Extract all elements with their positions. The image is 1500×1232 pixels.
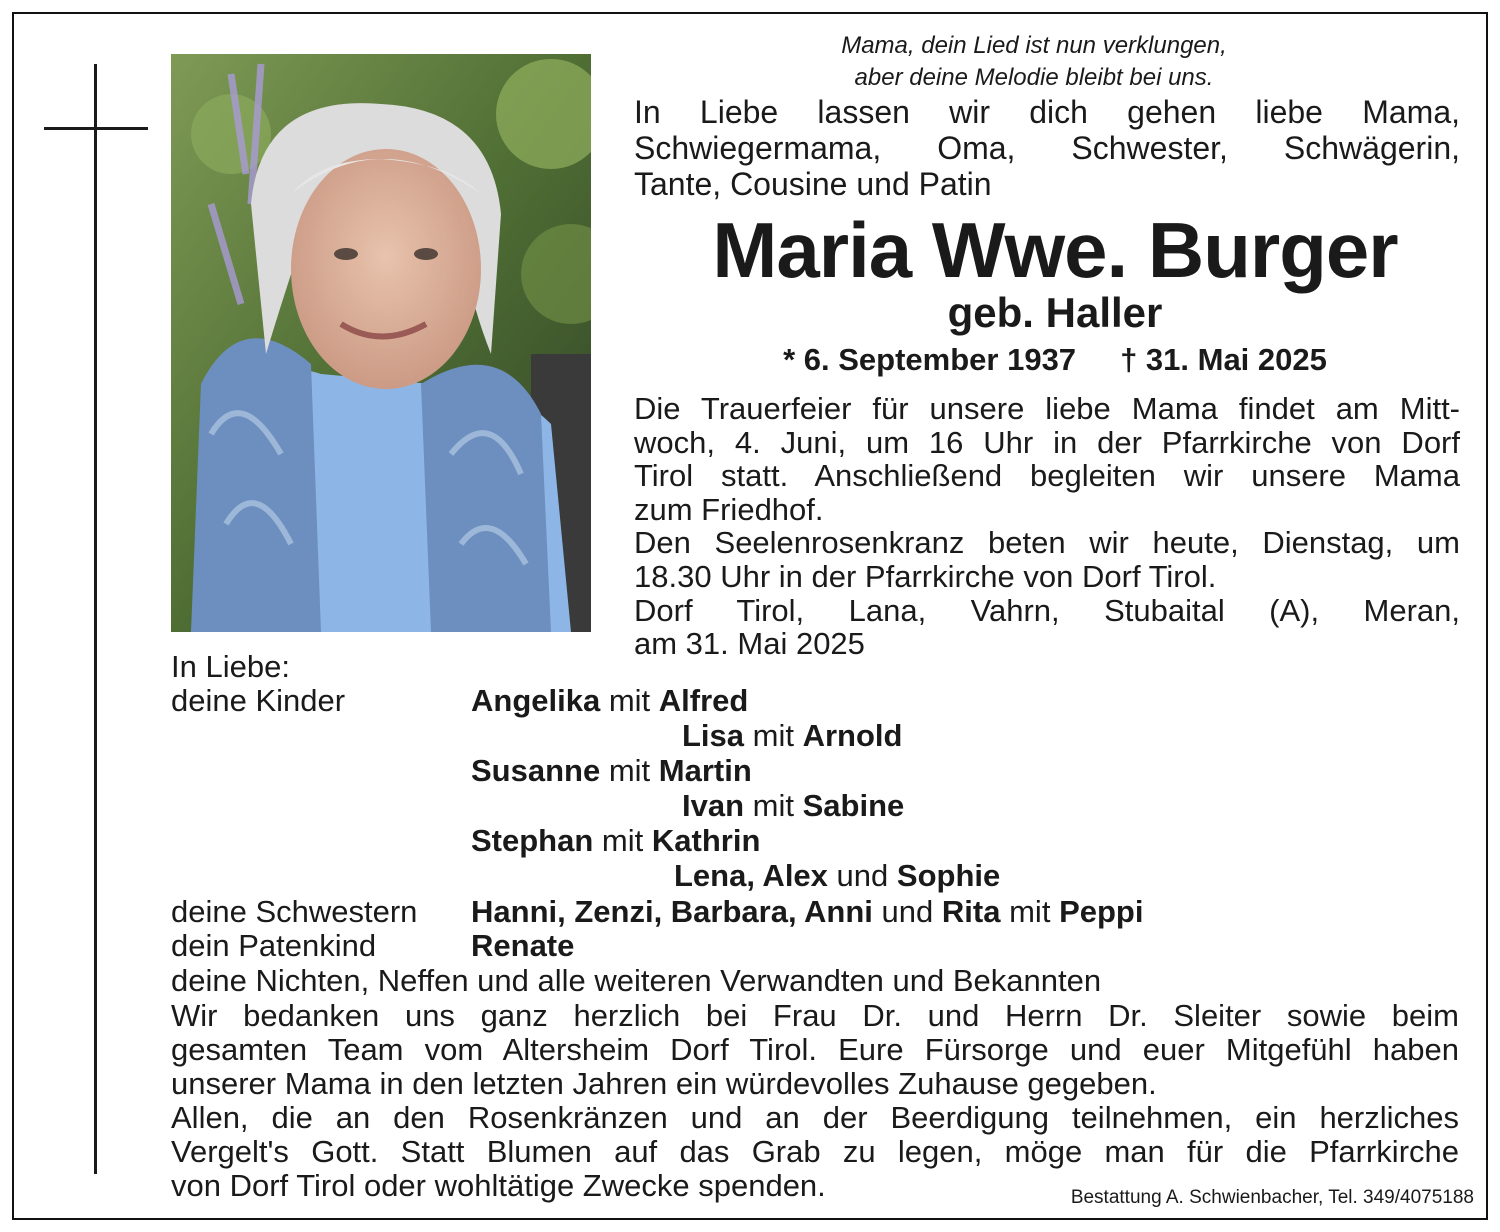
funeral-line: Die Trauerfeier für unsere liebe Mama findet am Mitt-: [634, 391, 1460, 426]
relatives-line: deine Nichten, Neffen und alle weiteren Verwandten und Bekannten: [171, 963, 1102, 998]
funeral-line: am 31. Mai 2025: [634, 626, 865, 662]
thanks-line: unserer Mama in den letzten Jahren ein würdevolles Zuhause gegeben.: [171, 1066, 1157, 1101]
intro-line: Tante, Cousine und Patin: [634, 166, 992, 202]
funeral-line: Dorf Tirol, Lana, Vahrn, Stubaital (A), Meran,: [634, 592, 1460, 628]
death-date: † 31. Mai 2025: [1120, 342, 1327, 377]
thanks-line: Wir bedanken uns ganz herzlich bei Frau Dr. und Herrn Dr. Sleiter sowie beim: [171, 998, 1459, 1033]
child-row: Susanne mit Martin: [471, 753, 752, 788]
maiden-name: geb. Haller: [947, 289, 1163, 336]
thanks-line: von Dorf Tirol oder wohltätige Zwecke spenden.: [171, 1168, 826, 1203]
funeral-info: [634, 392, 1460, 661]
godchild-label: dein Patenkind: [171, 928, 377, 963]
funeral-home-credit: Bestattung A. Schwienbacher, Tel. 349/4075188: [1070, 1187, 1474, 1208]
life-dates: [614, 342, 1496, 378]
sisters-row: Hanni, Zenzi, Barbara, Anni und Rita mit Peppi: [471, 894, 1144, 929]
thanks-line: Vergelt's Gott. Statt Blumen auf das Grab zu legen, möge man für die Pfarrkirche: [171, 1134, 1459, 1169]
funeral-line: zum Friedhof.: [634, 491, 824, 527]
funeral-line: Tirol statt. Anschließend begleiten wir unsere Mama: [634, 458, 1460, 494]
funeral-line: 18.30 Uhr in der Pfarrkirche von Dorf Tirol.: [634, 558, 1217, 594]
sisters-label: deine Schwestern: [171, 894, 418, 929]
thanks-line: Allen, die an den Rosenkränzen und an der Beerdigung teilnehmen, ein herzliches: [171, 1100, 1459, 1135]
in-love-label: In Liebe:: [171, 649, 290, 684]
funeral-line: Den Seelenrosenkranz beten wir heute, Dienstag, um: [634, 525, 1460, 561]
intro-text: [634, 94, 1460, 202]
cross-icon: [94, 64, 97, 1174]
grandchild-row: Lisa mit Arnold: [682, 718, 903, 753]
thanks-text: [171, 999, 1459, 1203]
portrait-photo: [171, 54, 591, 632]
poem-line-2: aber deine Melodie bleibt bei uns.: [854, 64, 1214, 91]
funeral-line: woch, 4. Juni, um 16 Uhr in der Pfarrkirche von Dorf: [634, 424, 1460, 460]
godchild-name: Renate: [471, 928, 575, 963]
grandchild-row: Lena, Alex und Sophie: [674, 858, 1001, 893]
child-row: Stephan mit Kathrin: [471, 823, 761, 858]
children-label: deine Kinder: [171, 683, 346, 718]
intro-line: In Liebe lassen wir dich gehen liebe Mama,: [634, 94, 1460, 130]
obituary-notice: [12, 12, 1488, 1220]
grandchild-row: Ivan mit Sabine: [682, 788, 905, 823]
cross-icon-bar: [44, 127, 148, 130]
birth-date: * 6. September 1937: [783, 342, 1077, 377]
child-row: Angelika mit Alfred: [471, 683, 749, 718]
thanks-line: gesamten Team vom Altersheim Dorf Tirol. Eure Fürsorge und euer Mitgefühl haben: [171, 1032, 1459, 1067]
intro-line: Schwiegermama, Oma, Schwester, Schwägerin,: [634, 130, 1460, 166]
poem-line-1: Mama, dein Lied ist nun verklungen,: [841, 32, 1227, 59]
deceased-name: Maria Wwe. Burger: [712, 206, 1398, 294]
